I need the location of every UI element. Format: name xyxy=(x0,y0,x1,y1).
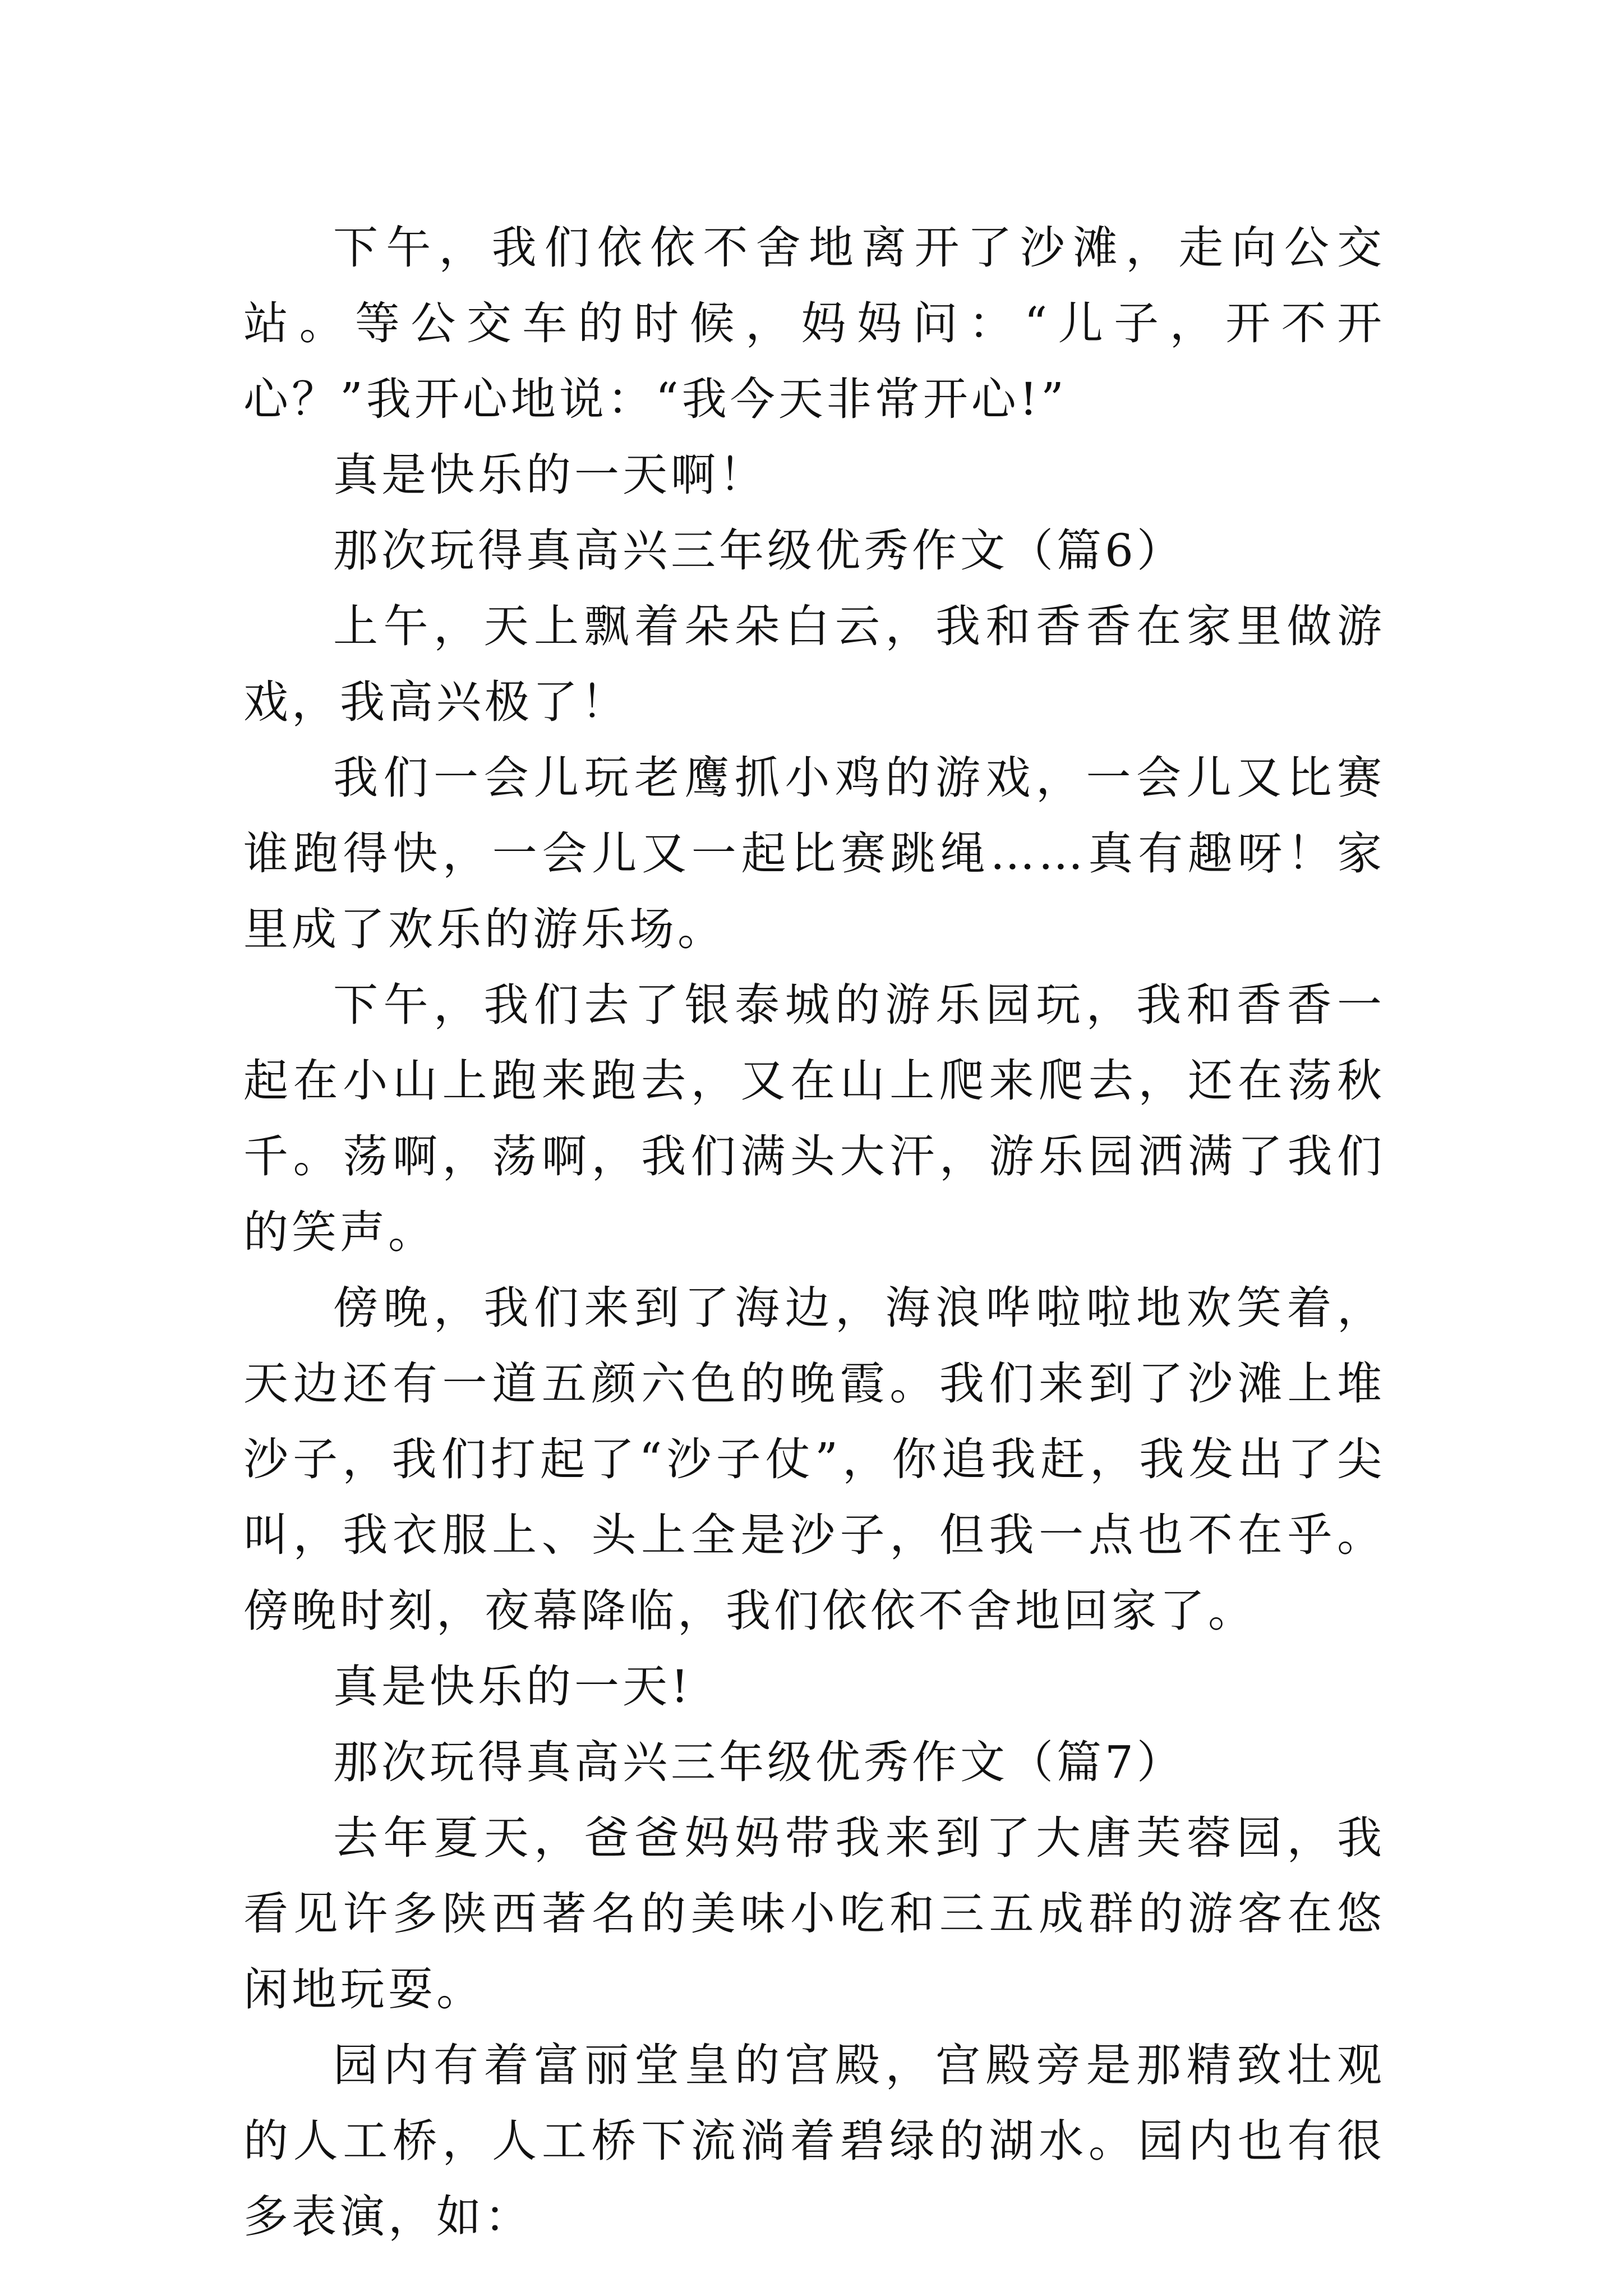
section-heading-part-6: 那次玩得真高兴三年级优秀作文（篇6） xyxy=(333,524,1185,577)
paragraph-evening-beach: 傍晚，我们来到了海边，海浪哗啦啦地欢笑着，天边还有一道五颜六色的晚霞。我们来到了沙滩上堆沙子，我们打起了“沙子仗”，你追我赶，我发出了尖叫，我衣服上、头上全是沙子，但我一点也不在乎。傍晚时刻，夜幕降临，我们依依不舍地回家了。 xyxy=(243,1282,1385,1637)
paragraph-playing-games: 我们一会儿玩老鹰抓小鸡的游戏，一会儿又比赛谁跑得快，一会儿又一起比赛跳绳……真有趣呀！家里成了欢乐的游乐场。 xyxy=(243,752,1385,955)
paragraph-afternoon-bus-stop: 下午，我们依依不舍地离开了沙滩，走向公交站。等公交车的时候，妈妈问：“儿子，开不开心？”我开心地说：“我今天非常开心!” xyxy=(243,222,1385,425)
paragraph-palace-garden: 园内有着富丽堂皇的宫殿，宫殿旁是那精致壮观的人工桥，人工桥下流淌着碧绿的湖水。园内也有很多表演，如： xyxy=(243,2039,1385,2243)
paragraph-happy-day: 真是快乐的一天! xyxy=(333,1660,693,1713)
paragraph-amusement-park: 下午，我们去了银泰城的游乐园玩，我和香香一起在小山上跑来跑去，又在山上爬来爬去，还在荡秋千。荡啊，荡啊，我们满头大汗，游乐园洒满了我们的笑声。 xyxy=(243,979,1385,1258)
paragraph-happy-day-exclaim: 真是快乐的一天啊！ xyxy=(333,449,767,501)
paragraph-morning-games: 上午，天上飘着朵朵白云，我和香香在家里做游戏，我高兴极了！ xyxy=(243,600,1385,728)
body-text xyxy=(243,210,1385,2254)
paragraph-last-summer: 去年夏天，爸爸妈妈带我来到了大唐芙蓉园，我看见许多陕西著名的美味小吃和三五成群的游客在悠闲地玩耍。 xyxy=(243,1812,1385,2016)
section-heading-part-7: 那次玩得真高兴三年级优秀作文（篇7） xyxy=(333,1736,1185,1788)
